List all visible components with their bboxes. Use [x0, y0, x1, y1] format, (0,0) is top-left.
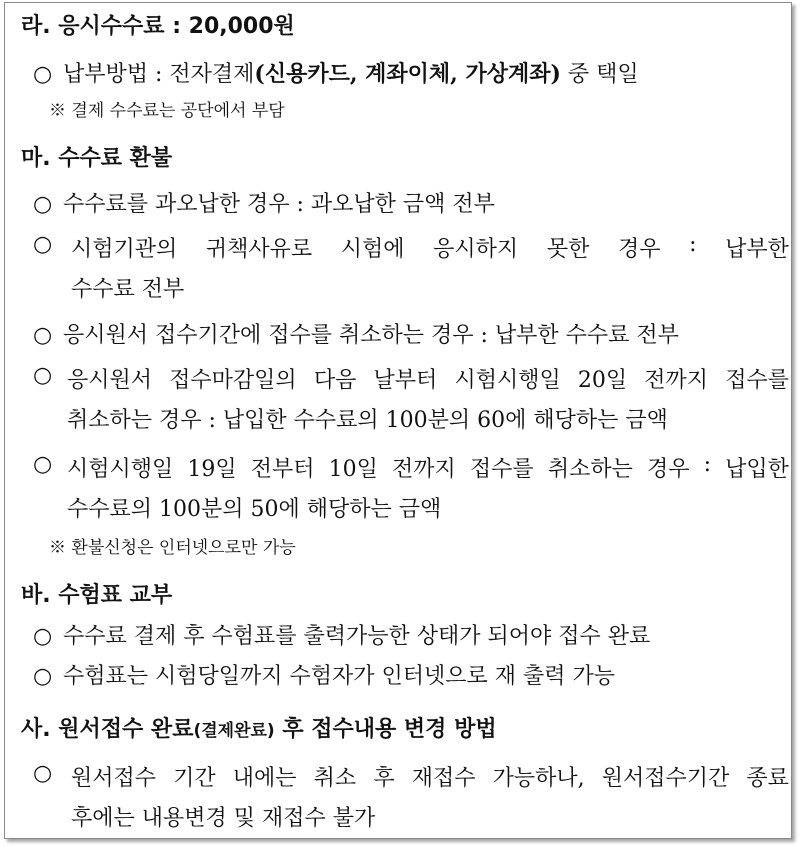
admission-item-1-text: 수수료 결제 후 수험표를 출력가능한 상태가 되어야 접수 완료: [63, 624, 651, 649]
bullet-circle: ○: [33, 624, 53, 649]
refund-item-5: [33, 452, 789, 523]
bullet-circle: ○: [33, 452, 53, 477]
word: 재접수: [411, 766, 476, 791]
word: 경우: [617, 237, 661, 262]
section-sa-title-rest: 후 접수내용 변경 방법: [274, 717, 497, 742]
word: 날부터: [373, 368, 438, 393]
word: 원서접수기간: [601, 766, 730, 791]
word: 시험시행일: [454, 368, 561, 393]
word: 전부터: [250, 457, 315, 482]
section-ra-item-payment: [33, 57, 639, 88]
bullet-circle: ○: [33, 664, 53, 689]
bullet-circle: ○: [33, 323, 53, 348]
word: 19일: [187, 457, 237, 482]
word: 귀책사유로: [205, 237, 313, 262]
bullet-circle: ○: [33, 363, 53, 388]
section-sa-title-main: 사. 원서접수 완료: [21, 717, 194, 742]
word: 납입한: [725, 457, 789, 482]
admission-item-2: [33, 659, 615, 690]
word: 경우: [646, 457, 690, 482]
word: :: [703, 452, 712, 477]
refund-item-3: [33, 318, 679, 349]
word: 시험기관의: [71, 237, 178, 262]
refund-item-4-line-1: [67, 363, 789, 394]
section-sa-title: [21, 712, 497, 743]
payment-text: 납부방법 : 전자결제: [63, 62, 255, 87]
word: 못한: [546, 237, 590, 262]
section-ra-note: ※ 결제 수수료는 공단에서 부담: [49, 101, 285, 121]
word: 접수를: [725, 368, 789, 393]
word: 10일: [328, 457, 378, 482]
section-sa-title-paren: (결제완료): [193, 721, 275, 741]
word: 종료: [746, 766, 789, 791]
admission-item-2-text: 수험표는 시험당일까지 수험자가 인터넷으로 재 출력 가능: [63, 664, 616, 689]
word: 시험시행일: [67, 457, 174, 482]
word: 기간: [173, 766, 216, 791]
document-page: [4, 2, 792, 839]
refund-item-1-text: 수수료를 과오납한 경우 : 과오납한 금액 전부: [63, 192, 495, 217]
word: 전까지: [644, 368, 709, 393]
word: 다음: [313, 368, 357, 393]
refund-item-1: [33, 187, 495, 218]
word: 접수를: [469, 457, 534, 482]
refund-item-2: [33, 232, 789, 303]
bullet-circle: ○: [33, 62, 53, 87]
word: 응시원서: [67, 368, 153, 393]
word: 접수마감일의: [169, 368, 297, 393]
bullet-circle: ○: [33, 192, 53, 217]
word: 납부한: [725, 237, 789, 262]
word: 원서접수: [71, 766, 157, 791]
word: 취소: [313, 766, 357, 791]
section-ba-title: 바. 수험표 교부: [21, 583, 173, 608]
word: 후: [373, 766, 395, 791]
refund-item-4: [33, 363, 789, 434]
change-method-line-1: [71, 761, 789, 792]
word: 전까지: [392, 457, 456, 482]
refund-item-4-line-2: 취소하는 경우 : 납입한 수수료의 100분의 60에 해당하는 금액: [67, 408, 668, 433]
change-method-line-2: 후에는 내용변경 및 재접수 불가: [71, 806, 376, 831]
section-ma-title: 마. 수수료 환불: [21, 146, 173, 171]
refund-item-5-line-1: [67, 452, 789, 483]
word: 취소하는: [547, 457, 633, 482]
admission-item-1: [33, 619, 650, 650]
word: 가능하나,: [492, 766, 585, 791]
refund-item-5-line-2: 수수료의 100분의 50에 해당하는 금액: [67, 497, 442, 522]
word: :: [689, 232, 697, 257]
change-method-item: [33, 761, 789, 832]
section-ra-title: 라. 응시수수료 : 20,000원: [21, 14, 295, 39]
word: 시험에: [340, 237, 405, 262]
payment-choice: 중 택일: [560, 62, 639, 87]
payment-methods: (신용카드, 계좌이체, 가상계좌): [254, 61, 561, 87]
refund-item-2-line-1: [71, 232, 789, 263]
refund-item-2-line-2: 수수료 전부: [71, 277, 185, 302]
bullet-circle: ○: [33, 232, 53, 257]
section-ma-note: ※ 환불신청은 인터넷으로만 가능: [49, 538, 296, 558]
bullet-circle: ○: [33, 761, 53, 786]
word: 내에는: [232, 766, 297, 791]
word: 응시하지: [433, 237, 519, 262]
refund-item-3-text: 응시원서 접수기간에 접수를 취소하는 경우 : 납부한 수수료 전부: [63, 323, 679, 348]
word: 20일: [577, 368, 628, 393]
